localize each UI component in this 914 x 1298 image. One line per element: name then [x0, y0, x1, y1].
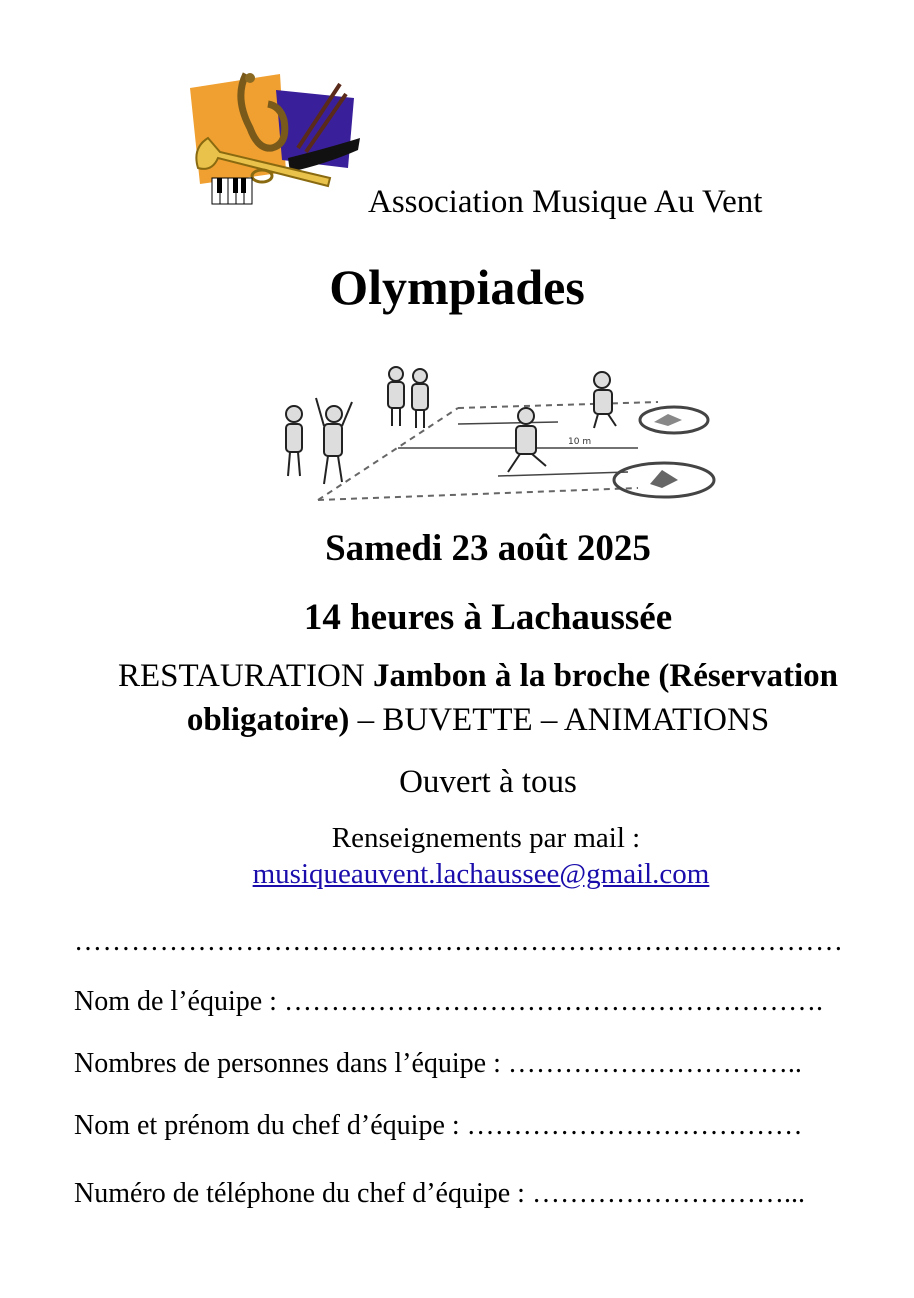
restauration-extras: – BUVETTE – ANIMATIONS — [349, 702, 770, 738]
game-illustration — [258, 362, 728, 522]
restauration-dish: Jambon à la broche (Réservation — [372, 658, 838, 694]
restauration-line-2 — [0, 702, 914, 739]
open-to-all: Ouvert à tous — [399, 764, 577, 800]
email-anchor[interactable]: musiqueauvent.lachaussee@gmail.com — [252, 858, 710, 890]
distance-label: 10 m — [568, 437, 592, 447]
team-name-field: Nom de l’équipe : …………………………………………………. — [74, 986, 823, 1017]
captain-phone-field: Numéro de téléphone du chef d’équipe : ………………………... — [74, 1178, 805, 1209]
captain-name-field: Nom et prénom du chef d’équipe : ……………………………… — [74, 1110, 803, 1141]
music-logo — [188, 68, 364, 214]
event-date: Samedi 23 août 2025 — [325, 528, 651, 569]
restauration-label: RESTAURATION — [118, 658, 365, 694]
team-size-field: Nombres de personnes dans l’équipe : ………………………….. — [74, 1048, 802, 1079]
event-time-place: 14 heures à Lachaussée — [303, 597, 673, 638]
restauration-line — [0, 658, 914, 695]
info-label: Renseignements par mail : — [331, 822, 641, 854]
restauration-note: obligatoire) — [186, 702, 350, 738]
association-name: Association Musique Au Vent — [368, 184, 763, 220]
email-link[interactable] — [0, 858, 914, 891]
dotted-separator: ……………………………………………………………………… — [74, 926, 844, 957]
page-title: Olympiades — [329, 259, 585, 315]
